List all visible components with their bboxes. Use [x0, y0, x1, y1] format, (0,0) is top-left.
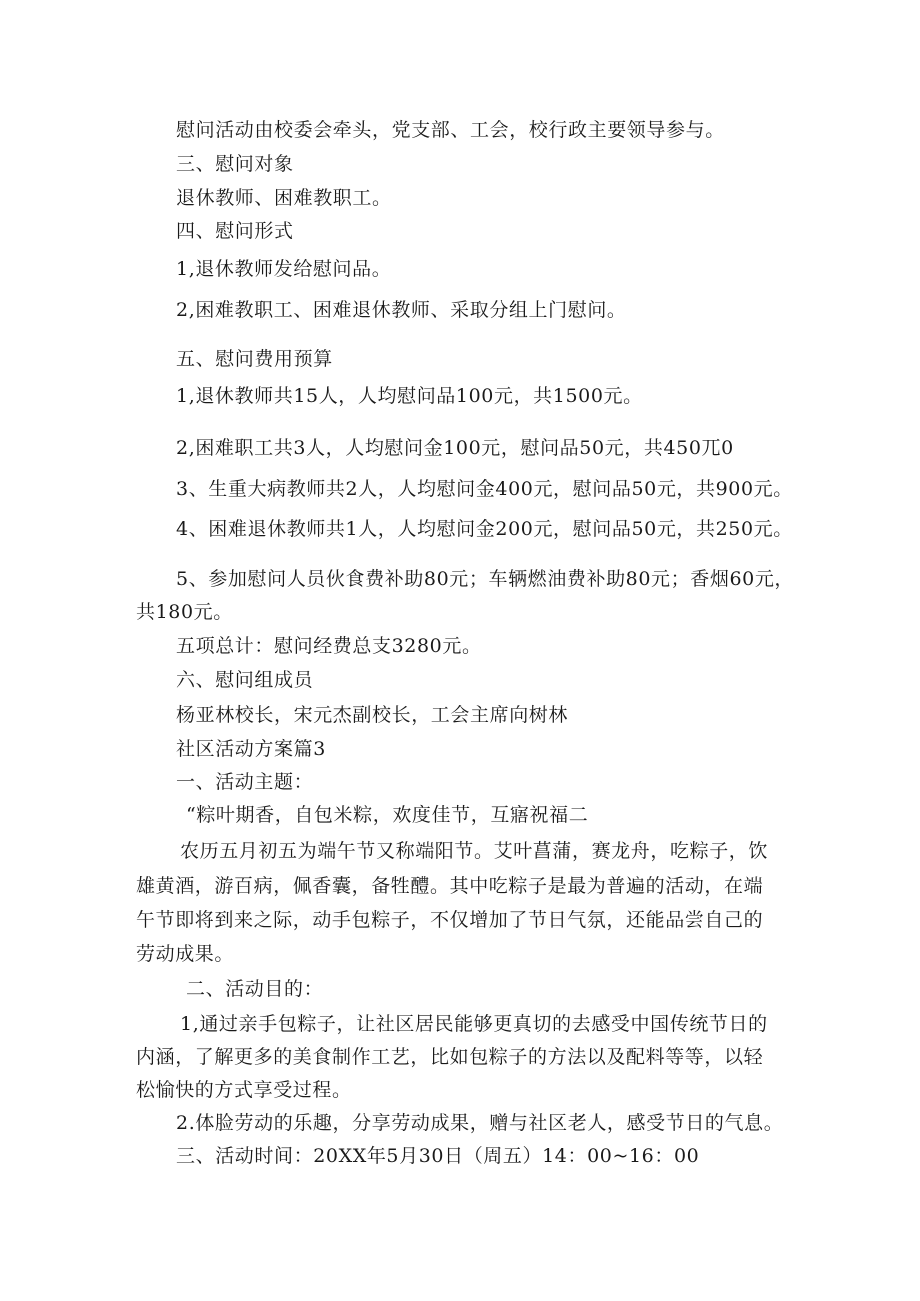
paragraph-line: 内涵，了解更多的美食制作工艺，比如包粽子的方法以及配料等等，以轻 — [136, 1046, 764, 1068]
list-item: 1,退休教师发给慰问品。 — [176, 258, 392, 280]
paragraph-line: 1,通过亲手包粽子，让社区居民能够更真切的去感受中国传统节日的 — [180, 1013, 768, 1035]
section-heading: 一、活动主题： — [176, 771, 314, 793]
text-line: 退休教师、困难教职工。 — [176, 187, 392, 209]
section-heading: 三、活动时间：20XX年5月30日（周五）14：00~16：00 — [176, 1145, 700, 1167]
paragraph-line: 午节即将到来之际，动手包粽子，不仅增加了节日气氛，还能品尝自己的 — [136, 909, 764, 931]
paragraph-line: 松愉快的方式享受过程。 — [136, 1079, 352, 1101]
paragraph-line: 农历五月初五为端午节又称端阳节。艾叶菖蒲，赛龙舟，吃粽子，饮 — [180, 840, 769, 862]
list-item: 2,困难教职工、困难退休教师、采取分组上门慰问。 — [176, 299, 627, 321]
text-line: 五项总计：慰问经费总支3280元。 — [176, 635, 482, 657]
text-line: 慰问活动由校委会牵头，党支部、工会，校行政主要领导参与。 — [176, 119, 725, 141]
section-heading: 五、慰问费用预算 — [176, 348, 333, 370]
section-heading: 六、慰问组成员 — [176, 669, 314, 691]
section-heading: 三、慰问对象 — [176, 153, 294, 175]
list-item: 3、生重大病教师共2人，人均慰问金400元，慰问品50元，共900元。 — [176, 478, 793, 500]
section-heading: 四、慰问形式 — [176, 220, 294, 242]
paragraph-line: 雄黄酒，游百病，佩香囊，备牲醴。其中吃粽子是最为普遍的活动，在端 — [136, 875, 764, 897]
text-line: 共180元。 — [136, 601, 233, 623]
paragraph-line: 劳动成果。 — [136, 943, 235, 965]
activity-theme: “粽叶期香，自包米粽，欢度佳节，互寤祝福二 — [186, 804, 589, 826]
list-item: 2,困难职工共3人，人均慰问金100元，慰问品50元，共450兀0 — [176, 437, 734, 459]
list-item: 2.体脸劳动的乐趣，分享劳动成果，赠与社区老人，感受节日的气息。 — [176, 1112, 784, 1134]
list-item: 5、参加慰问人员伙食费补助80元；车辆燃油费补助80元；香烟60元， — [176, 568, 795, 590]
text-line: 杨亚林校长，宋元杰副校长，工会主席向树林 — [176, 704, 569, 726]
list-item: 4、困难退休教师共1人，人均慰问金200元，慰问品50元，共250元。 — [176, 518, 793, 540]
document-title: 社区活动方案篇3 — [176, 738, 326, 760]
list-item: 1,退休教师共15人，人均慰问品100元，共1500元。 — [176, 385, 643, 407]
section-heading: 二、活动目的： — [186, 978, 324, 1000]
